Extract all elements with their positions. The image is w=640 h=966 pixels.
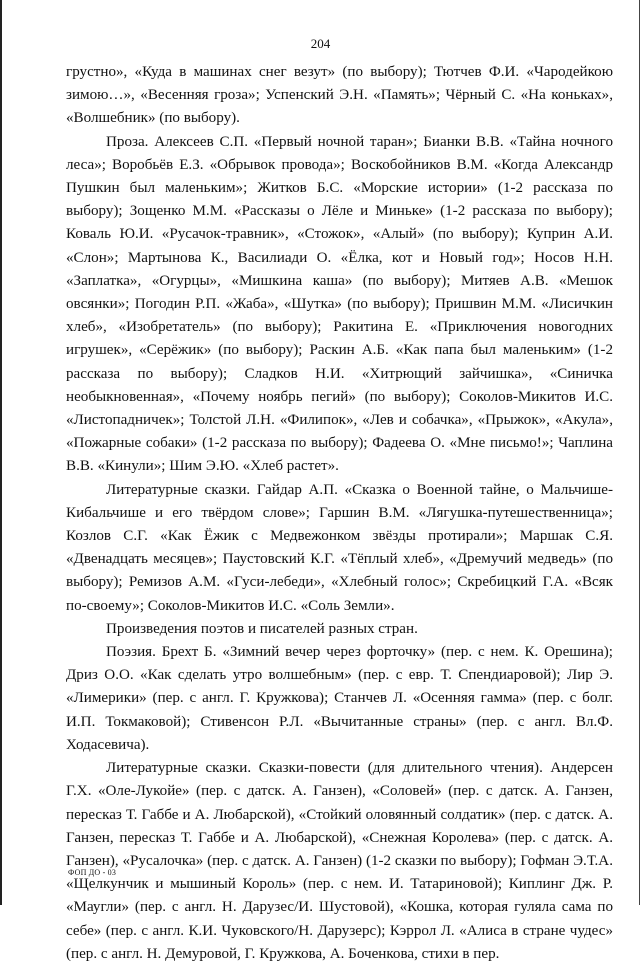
paragraph-foreign-poetry: Поэзия. Брехт Б. «Зимний вечер через форточку» (пер. с нем. К. Орешина); Дриз О.О. «Как сделать утро волшебным» (пер. с евр. Т. Спендиаровой); Лир Э. «Лимерики» (пер. с англ. Г. Кружкова); Станчев Л. «Осенняя гамма» (пер. с болг. И.П. Токмаковой); Стивенсон Р.Л. «Вычитанные страны» (пер. с англ. Вл.Ф. Ходасевича). <box>66 644 613 753</box>
paragraph-foreign-tales: Литературные сказки. Сказки-повести (для длительного чтения). Андерсен Г.Х. «Оле-Лукойе» (пер. с датск. А. Ганзен), «Соловей» (пер. с датск. А. Ганзен, пересказ Т. Габбе и А. Любарской), «Стойкий оловянный солдатик» (пер. с датск. А. Ганзен, пересказ Т. Габбе и А. Любарской), «Снежная Королева» (пер. с датск. А. Ганзен), «Русалочка» (пер. с датск. А. Ганзен) (1-2 сказки по выбору); Гофман Э.Т.А. «Щелкунчик и мышиный Король» (пер. с нем. И. Татариновой); Киплинг Дж. Р. «Маугли» (пер. с англ. Н. Дарузес/И. Шустовой), «Кошка, которая гуляла сама по себе» (пер. с англ. К.И. Чуковского/Н. Дарузерс); Кэррол Л. «Алиса в стране чудес» (пер. с англ. Н. Демуровой, Г. Кружкова, А. Боченкова, стихи в пер. <box>66 760 613 962</box>
page-number: 204 <box>310 36 331 51</box>
paragraph-poetry-continued: грустно», «Куда в машинах снег везут» (по выбору); Тютчев Ф.И. «Чародейкою зимою…», «Весенняя гроза»; Успенский Э.Н. «Память»; Чёрный С. «На коньках», «Волшебник» (по выбору). <box>66 64 613 127</box>
page-footer: ФОП ДО - 03 <box>68 868 117 877</box>
body-text <box>66 61 613 966</box>
paragraph-literary-tales: Литературные сказки. Гайдар А.П. «Сказка о Военной тайне, о Мальчише-Кибальчише и его твёрдом слове»; Гаршин В.М. «Лягушка-путешественница»; Козлов С.Г. «Как Ёжик с Медвежонком звёзды протирали»; Маршак С.Я. «Двенадцать месяцев»; Паустовский К.Г. «Тёплый хлеб», «Дремучий медведь» (по выбору); Ремизов А.М. «Гуси-лебеди», «Хлебный голос»; Скребицкий Г.А. «Всяк по-своему»; Соколов-Микитов И.С. «Соль Земли». <box>66 481 613 614</box>
paragraph-prose: Проза. Алексеев С.П. «Первый ночной таран»; Бианки В.В. «Тайна ночного леса»; Воробьёв Е.З. «Обрывок провода»; Воскобойников В.М. «Когда Александр Пушкин был маленьким»; Житков Б.С. «Морские истории» (1-2 рассказа по выбору); Зощенко М.М. «Рассказы о Лёле и Миньке» (1-2 рассказа по выбору); Коваль Ю.И. «Русачок-травник», «Стожок», «Алый» (по выбору); Куприн А.И. «Слон»; Мартынова К., Василиади О. «Ёлка, кот и Новый год»; Носов Н.Н. «Заплатка», «Огурцы», «Мишкина каша» (по выбору); Митяев А.В. «Мешок овсянки»; Погодин Р.П. «Жаба», «Шутка» (по выбору); Пришвин М.М. «Лисичкин хлеб», «Изобретатель» (по выбору); Ракитина Е. «Приключения новогодних игрушек», «Серёжик» (по выбору); Раскин А.Б. «Как папа был маленьким» (1-2 рассказа по выбору); Сладков Н.И. «Хитрющий зайчишка», «Синичка необыкновенная», «Почему ноябрь пегий» (по выбору); Соколов-Микитов И.С. «Листопадничек»; Толстой Л.Н. «Филипок», «Лев и собачка», «Прыжок», «Акула», «Пожарные собаки» (1-2 рассказа по выбору); Фадеева О. «Мне письмо!»; Чаплина В.В. «Кинули»; Шим Э.Ю. «Хлеб растет». <box>66 133 613 475</box>
section-heading-foreign: Произведения поэтов и писателей разных стран. <box>106 620 418 637</box>
